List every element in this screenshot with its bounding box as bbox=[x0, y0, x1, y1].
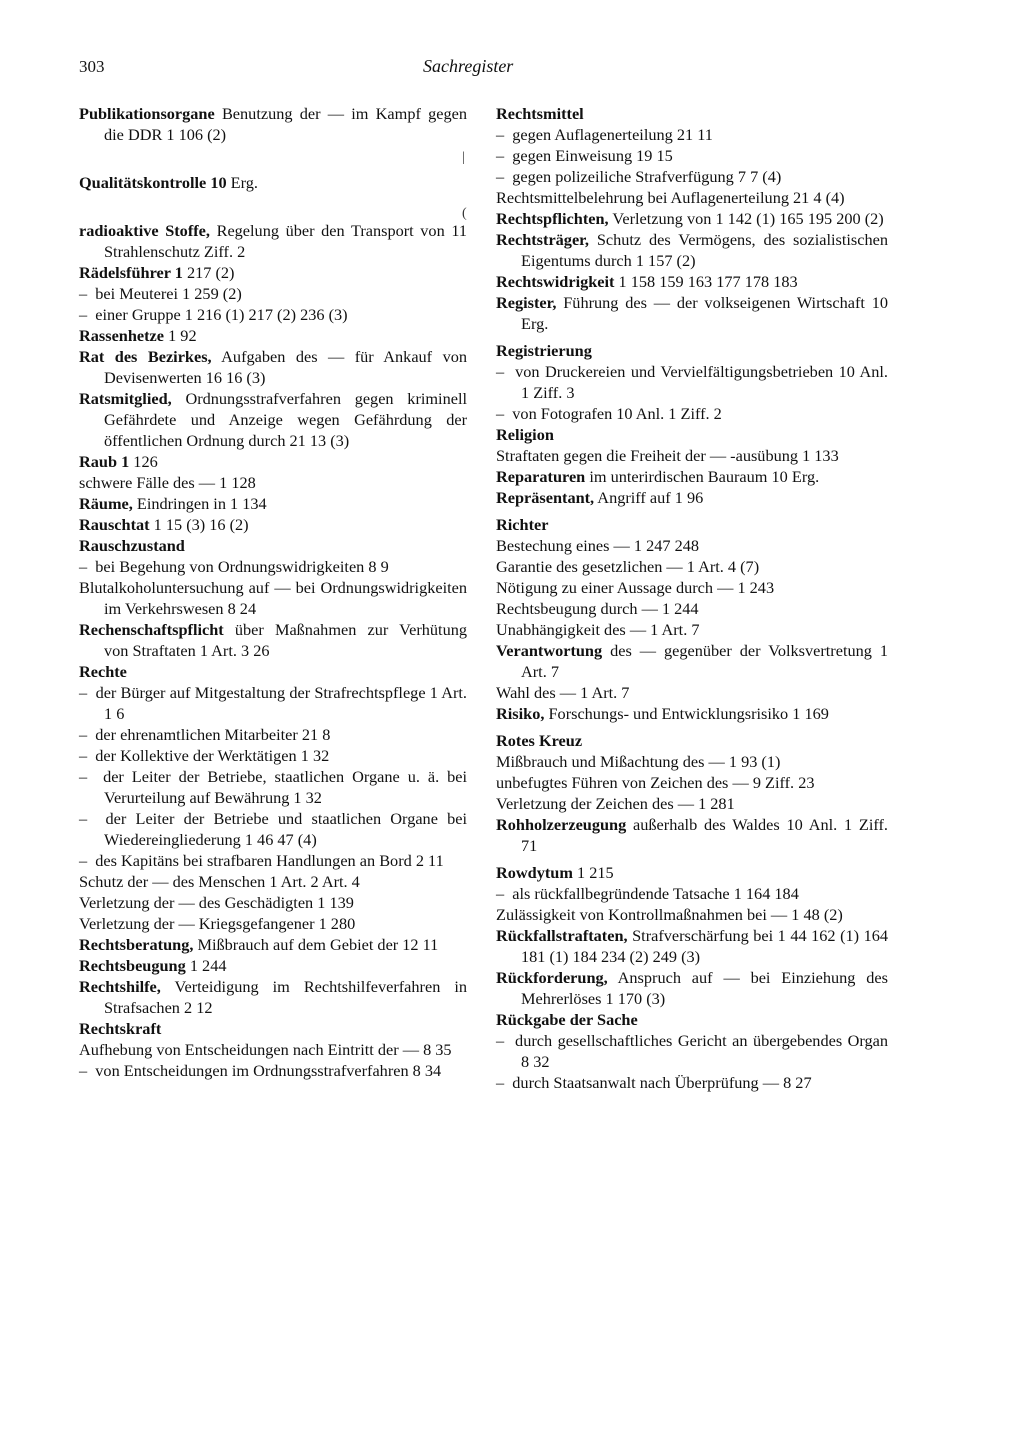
margin-mark: | bbox=[462, 150, 465, 165]
entry-text: Schutz der — des Menschen 1 Art. 2 Art. 4 bbox=[79, 872, 360, 891]
index-entry bbox=[496, 640, 888, 682]
index-entry bbox=[79, 955, 467, 976]
index-column-left bbox=[79, 103, 467, 1081]
entry-text: bei Begehung von Ordnungswidrigkeiten 8 9 bbox=[95, 557, 389, 576]
entry-text: Schutz des Vermögens, des sozialistischen Eigentums durch 1 157 (2) bbox=[521, 230, 888, 270]
entry-text: 1 215 bbox=[572, 863, 614, 882]
index-subentry bbox=[496, 187, 888, 208]
index-subentry bbox=[496, 166, 888, 187]
index-entry bbox=[79, 619, 467, 661]
entry-headword: Rädelsführer 1 bbox=[79, 263, 183, 282]
index-subentry bbox=[79, 556, 467, 577]
entry-text: Benutzung der — im Kampf gegen die DDR 1 106 (2) bbox=[104, 104, 467, 144]
entry-text: des — gegenüber der Volksvertretung 1 Art. 7 bbox=[521, 641, 888, 681]
index-entry bbox=[496, 208, 888, 229]
entry-text: Anspruch auf — bei Einziehung des Mehrerlöses 1 170 (3) bbox=[521, 968, 888, 1008]
index-subentry bbox=[496, 682, 888, 703]
entry-headword: Qualitätskontrolle 10 bbox=[79, 173, 227, 192]
index-entry bbox=[496, 967, 888, 1009]
index-entry bbox=[79, 493, 467, 514]
entry-text: 217 (2) bbox=[182, 263, 235, 282]
entry-text: durch gesellschaftliches Gericht an übergebendes Organ 8 32 bbox=[515, 1031, 888, 1071]
index-subentry bbox=[496, 751, 888, 772]
entry-text: von Fotografen 10 Anl. 1 Ziff. 2 bbox=[512, 404, 722, 423]
entry-text: gegen polizeiliche Strafverfügung 7 7 (4) bbox=[512, 167, 782, 186]
entry-text: Garantie des gesetzlichen — 1 Art. 4 (7) bbox=[496, 557, 760, 576]
index-subentry bbox=[79, 472, 467, 493]
entry-text: Führung des — der volkseigenen Wirtschaft 10 Erg. bbox=[521, 293, 888, 333]
entry-headword: Reparaturen bbox=[496, 467, 586, 486]
entry-headword: Rechenschaftspflicht bbox=[79, 620, 224, 639]
entry-headword: Rowdytum bbox=[496, 863, 573, 882]
entry-text: des Kapitäns bei strafbaren Handlungen an Bord 2 11 bbox=[95, 851, 444, 870]
index-subentry bbox=[79, 577, 467, 619]
entry-text: Verletzung der Zeichen des — 1 281 bbox=[496, 794, 735, 813]
index-subentry bbox=[79, 682, 467, 724]
entry-text: der Bürger auf Mitgestaltung der Strafrechtspflege 1 Art. 1 6 bbox=[95, 683, 467, 723]
index-entry bbox=[496, 487, 888, 508]
index-entry bbox=[79, 1018, 467, 1039]
index-subentry bbox=[496, 904, 888, 925]
entry-text: Rechtsbeugung durch — 1 244 bbox=[496, 599, 699, 618]
entry-text: Verletzung von 1 142 (1) 165 195 200 (2) bbox=[608, 209, 884, 228]
entry-headword: Rat des Bezirkes, bbox=[79, 347, 212, 366]
entry-text: Rechtsmittelbelehrung bei Auflagenerteilung 21 4 (4) bbox=[496, 188, 845, 207]
entry-text: Zulässigkeit von Kontrollmaßnahmen bei — 1 48 (2) bbox=[496, 905, 843, 924]
entry-headword: Rechtskraft bbox=[79, 1019, 162, 1038]
entry-headword: Rauschtat bbox=[79, 515, 150, 534]
index-entry bbox=[79, 535, 467, 556]
entry-headword: Rechte bbox=[79, 662, 127, 681]
entry-text: im unterirdischen Bauraum 10 Erg. bbox=[585, 467, 820, 486]
index-column-right bbox=[496, 103, 888, 1093]
index-entry bbox=[496, 466, 888, 487]
entry-text: von Druckereien und Vervielfältigungsbetrieben 10 Anl. 1 Ziff. 3 bbox=[515, 362, 888, 402]
index-subentry bbox=[496, 445, 888, 466]
index-subentry bbox=[496, 793, 888, 814]
entry-text: über Maßnahmen zur Verhütung von Straftaten 1 Art. 3 26 bbox=[104, 620, 467, 660]
entry-headword: Repräsentant, bbox=[496, 488, 595, 507]
entry-text: Angriff auf 1 96 bbox=[594, 488, 704, 507]
entry-text: Mißbrauch und Mißachtung des — 1 93 (1) bbox=[496, 752, 781, 771]
index-subentry bbox=[496, 124, 888, 145]
index-entry bbox=[79, 262, 467, 283]
entry-text: Verteidigung im Rechtshilfeverfahren in Strafsachen 2 12 bbox=[104, 977, 467, 1017]
entry-headword: Rohholzerzeugung bbox=[496, 815, 627, 834]
entry-text: Verletzung der — des Geschädigten 1 139 bbox=[79, 893, 354, 912]
index-subentry bbox=[496, 883, 888, 904]
index-entry bbox=[79, 976, 467, 1018]
entry-text: Ordnungsstrafverfahren gegen kriminell Gefährdete und Anzeige wegen Gefährdung der öffentlichen Ordnung durch 21 13 (3) bbox=[104, 389, 467, 450]
entry-text: gegen Einweisung 19 15 bbox=[512, 146, 673, 165]
index-subentry bbox=[496, 577, 888, 598]
entry-text: Aufgaben des — für Ankauf von Devisenwerten 16 16 (3) bbox=[104, 347, 467, 387]
entry-text: Eindringen in 1 134 bbox=[132, 494, 267, 513]
index-subentry bbox=[496, 619, 888, 640]
index-entry bbox=[496, 229, 888, 271]
entry-headword: Raub 1 bbox=[79, 452, 130, 471]
entry-headword: Rechtspflichten, bbox=[496, 209, 609, 228]
index-subentry bbox=[79, 871, 467, 892]
entry-text: Unabhängigkeit des — 1 Art. 7 bbox=[496, 620, 700, 639]
index-entry bbox=[496, 862, 888, 883]
entry-text: Mißbrauch auf dem Gebiet der 12 11 bbox=[193, 935, 439, 954]
index-entry bbox=[79, 220, 467, 262]
entry-text: 1 15 (3) 16 (2) bbox=[149, 515, 249, 534]
entry-headword: Registrierung bbox=[496, 341, 592, 360]
entry-text: Nötigung zu einer Aussage durch — 1 243 bbox=[496, 578, 775, 597]
index-entry bbox=[496, 703, 888, 724]
entry-headword: Rechtsträger, bbox=[496, 230, 589, 249]
page-number: 303 bbox=[79, 57, 105, 76]
entry-headword: Rechtsmittel bbox=[496, 104, 584, 123]
index-entry bbox=[496, 814, 888, 856]
entry-text: der Kollektive der Werktätigen 1 32 bbox=[95, 746, 330, 765]
index-entry bbox=[496, 340, 888, 361]
index-entry bbox=[496, 103, 888, 124]
index-entry bbox=[496, 1009, 888, 1030]
entry-text: unbefugtes Führen von Zeichen des — 9 Ziff. 23 bbox=[496, 773, 815, 792]
entry-headword: Publikationsorgane bbox=[79, 104, 215, 123]
index-entry bbox=[496, 514, 888, 535]
entry-headword: Rechtswidrigkeit bbox=[496, 272, 615, 291]
entry-text: einer Gruppe 1 216 (1) 217 (2) 236 (3) bbox=[95, 305, 348, 324]
index-subentry bbox=[79, 724, 467, 745]
entry-headword: Rechtsbeugung bbox=[79, 956, 186, 975]
entry-headword: Rechtsberatung, bbox=[79, 935, 194, 954]
entry-headword: Religion bbox=[496, 425, 554, 444]
index-subentry bbox=[496, 772, 888, 793]
entry-headword: radioaktive Stoffe, bbox=[79, 221, 210, 240]
entry-text: bei Meuterei 1 259 (2) bbox=[95, 284, 242, 303]
entry-text: von Entscheidungen im Ordnungsstrafverfahren 8 34 bbox=[95, 1061, 442, 1080]
index-subentry bbox=[79, 1039, 467, 1060]
index-entry bbox=[79, 346, 467, 388]
index-subentry bbox=[79, 283, 467, 304]
entry-text: 1 158 159 163 177 178 183 bbox=[614, 272, 798, 291]
entry-headword: Richter bbox=[496, 515, 549, 534]
entry-headword: Risiko, bbox=[496, 704, 545, 723]
entry-text: durch Staatsanwalt nach Überprüfung — 8 27 bbox=[512, 1073, 812, 1092]
index-subentry bbox=[79, 913, 467, 934]
index-entry bbox=[496, 424, 888, 445]
index-subentry bbox=[496, 598, 888, 619]
entry-headword: Rückfallstraftaten, bbox=[496, 926, 628, 945]
entry-text: schwere Fälle des — 1 128 bbox=[79, 473, 256, 492]
entry-text: 1 244 bbox=[185, 956, 227, 975]
index-subentry bbox=[79, 766, 467, 808]
entry-text: Bestechung eines — 1 247 248 bbox=[496, 536, 700, 555]
entry-headword: Rassenhetze bbox=[79, 326, 165, 345]
margin-mark: ( bbox=[462, 206, 467, 221]
entry-headword: Verantwortung bbox=[496, 641, 603, 660]
index-subentry bbox=[79, 808, 467, 850]
entry-text: Regelung über den Transport von 11 Strahlenschutz Ziff. 2 bbox=[104, 221, 467, 261]
entry-headword: Rauschzustand bbox=[79, 536, 185, 555]
index-entry bbox=[79, 661, 467, 682]
entry-headword: Rückgabe der Sache bbox=[496, 1010, 638, 1029]
entry-text: der Leiter der Betriebe und staatlichen Organe bei Wiedereingliederung 1 46 47 (4) bbox=[104, 809, 468, 849]
index-subentry bbox=[496, 403, 888, 424]
index-subentry bbox=[79, 1060, 467, 1081]
index-entry bbox=[496, 292, 888, 334]
index-entry bbox=[79, 388, 467, 451]
entry-headword: Räume, bbox=[79, 494, 133, 513]
entry-text: Straftaten gegen die Freiheit der — -ausübung 1 133 bbox=[496, 446, 839, 465]
index-entry bbox=[79, 325, 467, 346]
index-entry bbox=[79, 451, 467, 472]
entry-text: 126 bbox=[129, 452, 158, 471]
index-subentry bbox=[79, 745, 467, 766]
index-subentry bbox=[496, 535, 888, 556]
entry-text: Blutalkoholuntersuchung auf — bei Ordnungswidrigkeiten im Verkehrswesen 8 24 bbox=[79, 578, 467, 618]
index-subentry bbox=[79, 892, 467, 913]
index-subentry bbox=[79, 850, 467, 871]
entry-text: gegen Auflagenerteilung 21 11 bbox=[512, 125, 713, 144]
running-head: Sachregister bbox=[423, 56, 514, 76]
index-entry bbox=[79, 514, 467, 535]
index-entry bbox=[496, 925, 888, 967]
index-entry bbox=[79, 934, 467, 955]
entry-text: 1 92 bbox=[164, 326, 197, 345]
entry-text: Wahl des — 1 Art. 7 bbox=[496, 683, 630, 702]
entry-text: Aufhebung von Entscheidungen nach Eintritt der — 8 35 bbox=[79, 1040, 452, 1059]
entry-text: Verletzung der — Kriegsgefangener 1 280 bbox=[79, 914, 356, 933]
index-entry bbox=[496, 730, 888, 751]
index-subentry bbox=[496, 556, 888, 577]
entry-text: außerhalb des Waldes 10 Anl. 1 Ziff. 71 bbox=[521, 815, 888, 855]
entry-text: als rückfallbegründende Tatsache 1 164 184 bbox=[512, 884, 799, 903]
entry-headword: Register, bbox=[496, 293, 557, 312]
index-entry bbox=[496, 271, 888, 292]
entry-headword: Rechtshilfe, bbox=[79, 977, 161, 996]
entry-text: der ehrenamtlichen Mitarbeiter 21 8 bbox=[95, 725, 331, 744]
entry-headword: Rückforderung, bbox=[496, 968, 608, 987]
entry-text: Erg. bbox=[226, 173, 258, 192]
entry-headword: Rotes Kreuz bbox=[496, 731, 583, 750]
index-subentry bbox=[496, 1072, 888, 1093]
entry-text: Forschungs- und Entwicklungsrisiko 1 169 bbox=[544, 704, 829, 723]
entry-text: Strafverschärfung bei 1 44 162 (1) 164 181 (1) 184 234 (2) 249 (3) bbox=[521, 926, 888, 966]
entry-headword: Ratsmitglied, bbox=[79, 389, 172, 408]
entry-text: der Leiter der Betriebe, staatlichen Organe u. ä. bei Verurteilung auf Bewährung 1 32 bbox=[103, 767, 468, 807]
index-subentry bbox=[496, 1030, 888, 1072]
index-subentry bbox=[79, 304, 467, 325]
index-subentry bbox=[496, 361, 888, 403]
index-entry bbox=[79, 172, 467, 193]
index-entry bbox=[79, 103, 467, 145]
index-subentry bbox=[496, 145, 888, 166]
